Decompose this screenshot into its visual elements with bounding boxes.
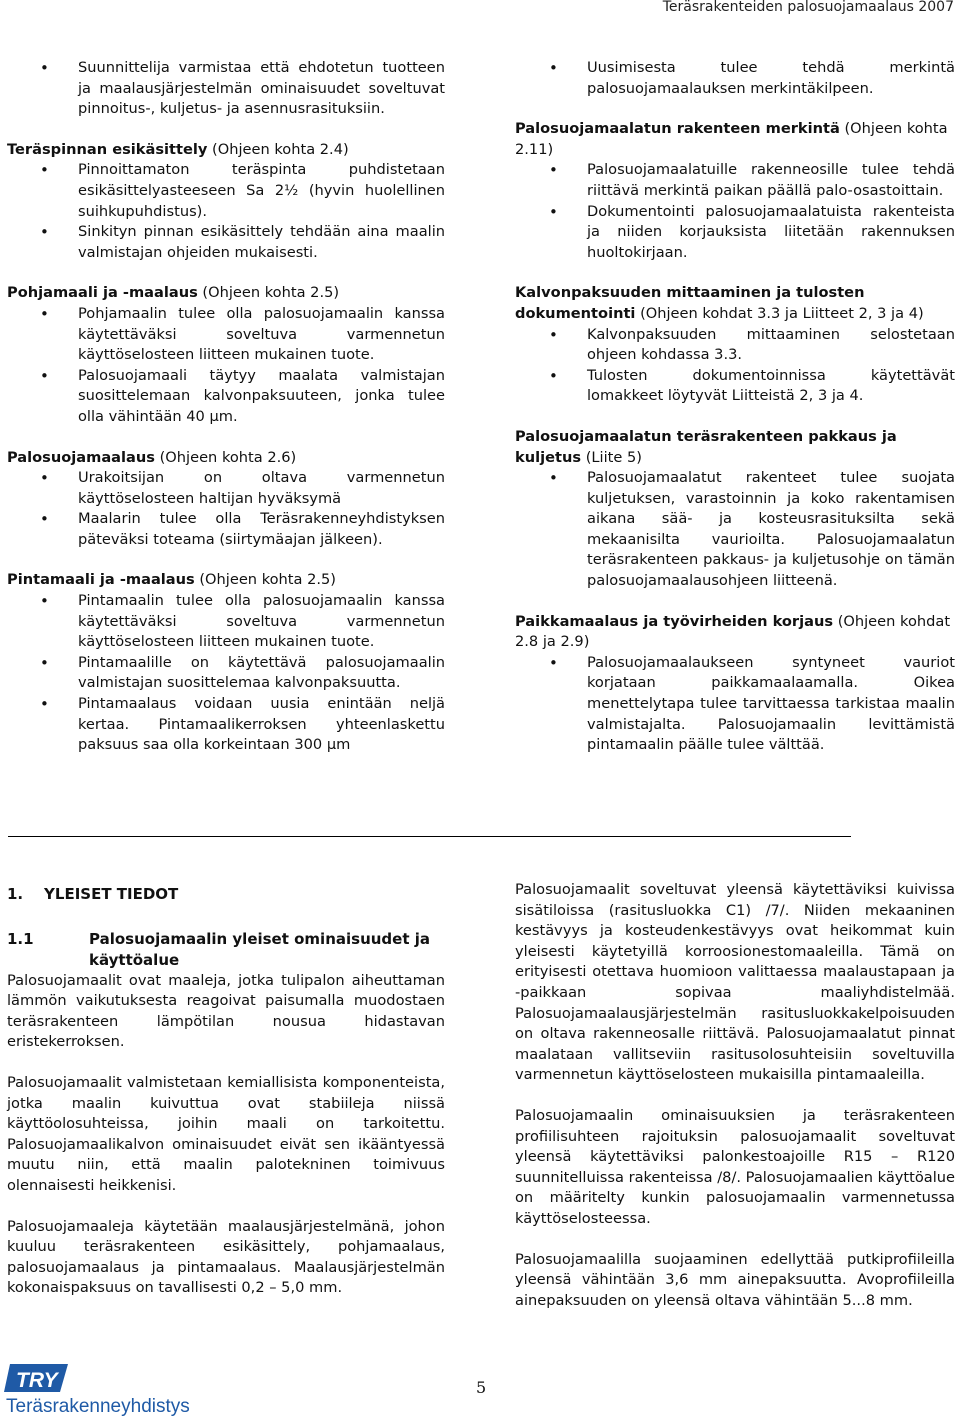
section-bullets xyxy=(7,468,445,550)
section-heading: Kalvonpaksuuden mittaaminen ja tulosten dokumentointi (Ohjeen kohdat 3.3 ja Liitteet 2, 3 ja 4) xyxy=(515,284,924,322)
section-heading: Palosuojamaalatun rakenteen merkintä (Ohjeen kohta 2.11) xyxy=(515,120,948,158)
subsection-heading: 1.1 Palosuojamaalin yleiset ominaisuudet ja käyttöalue xyxy=(7,929,430,969)
list-item: • Dokumentointi palosuojamaalatuista rakenteista ja niiden korjauksista liitetään rakennuksen huoltokirjaan. xyxy=(515,202,955,264)
list-item: • Uusimisesta tulee tehdä merkintä palosuojamaalauksen merkintäkilpeen. xyxy=(515,58,955,99)
intro-bullets xyxy=(7,58,445,120)
section-heading: Teräspinnan esikäsittely (Ohjeen kohta 2.4) xyxy=(7,140,349,158)
bottom-right-column xyxy=(515,880,955,1311)
list-item: • Maalarin tulee olla Teräsrakenneyhdistyksen päteväksi toteama (siirtymäajan jälkeen). xyxy=(7,509,445,550)
paragraph: Palosuojamaalit soveltuvat yleensä käytettäviksi kuivissa sisätiloissa (rasitusluokka C1) /7/. Niiden mekaaninen kestävyys ja kosteudenkestävyys ovat heikommat kuin yleisesti käytetyillä korroosionestomaaleilla. Tämä on erityisesti otettava huomioon valittaessa maalaustapaan ja -paikkaan sopivaa maaliyhdistelmää. Palosuojamaalausjärjestelmän rasitusluokkakelpoisuuden on oltava rakenneosalle riittävä. Palosuojamaalatut pinnat maalataan vallitseviin rasitusolosuhteisiin soveltuvilla varmennetun käyttöselosteen mukaisilla pintamaaleilla. xyxy=(515,881,955,1084)
try-logo xyxy=(4,1360,244,1416)
bottom-left-column xyxy=(7,880,445,1299)
section-bullets xyxy=(7,591,445,756)
section-heading: Palosuojamaalaus (Ohjeen kohta 2.6) xyxy=(7,448,297,466)
list-item: • Palosuojamaali täytyy maalata valmistajan suosittelemaan kalvonpaksuuteen, jonka tulee olla vähintään 40 µm. xyxy=(7,366,445,428)
list-item: • Urakoitsijan on oltava varmennetun käyttöselosteen haltijan hyväksymä xyxy=(7,468,445,509)
list-item: • Sinkityn pinnan esikäsittely tehdään aina maalin valmistajan ohjeiden mukaisesti. xyxy=(7,222,445,263)
chapter-heading: 1. YLEISET TIEDOT xyxy=(7,885,179,903)
page-number: 5 xyxy=(476,1378,487,1397)
paragraph: Palosuojamaalin ominaisuuksien ja teräsrakenteen profiilisuhteen rajoituksin palosuojamaalit soveltuvat yleensä käytettäviksi palonkestoajoille R15 – R120 suunnitelluissa rakenteissa /8/. Palosuojamaalien käyttöalue on määritelty kunkin palosuojamaalin varmennetussa käyttöselosteessa. xyxy=(515,1106,955,1227)
list-item: • Palosuojamaalatut rakenteet tulee suojata kuljetuksen, varastoinnin ja koko rakentamisen aikana sää- ja kosteusrasituksilta sekä mekaanisilta vaurioilta. Palosuojamaalatun teräsrakenteen pakkaus- ja kuljetusohje on tämän palosuojamaalausohjeen liitteenä. xyxy=(515,468,955,592)
section-bullets xyxy=(515,468,955,592)
list-item: • Palosuojamaalatuille rakenneosille tulee tehdä riittävä merkintä paikan päällä palo-osastoittain. xyxy=(515,160,955,201)
list-item: • Kalvonpaksuuden mittaaminen selostetaan ohjeen kohdassa 3.3. xyxy=(515,325,955,366)
section-bullets xyxy=(515,160,955,263)
top-left-column xyxy=(7,58,445,756)
list-item: • Suunnittelija varmistaa että ehdotetun tuotteen ja maalausjärjestelmän ominaisuudet soveltuvat pinnoitus-, kuljetus- ja asennusrasituksiin. xyxy=(7,58,445,120)
intro-bullets xyxy=(515,58,955,99)
section-bullets xyxy=(7,160,445,263)
paragraph: Palosuojamaalit ovat maaleja, jotka tulipalon aiheuttaman lämmön vaikutuksesta reagoivat paisumalla muodostaen teräsrakenteen lämpötilan nousua hidastavan eristekerroksen. xyxy=(7,971,445,1051)
section-bullets xyxy=(515,325,955,407)
paragraph: Palosuojamaalit valmistetaan kemiallisista komponenteista, jotka maalin kuivuttua ovat stabiileja niissä käyttöolosuhteissa, joihin maali on tarkoitettu. Palosuojamaalikalvon ominaisuudet eivät sen ikääntyessä muutu niin, että maalin palotekninen toimivuus olennaisesti heikkenisi. xyxy=(7,1073,445,1194)
section-bullets xyxy=(515,653,955,756)
list-item: • Tulosten dokumentoinnissa käytettävät lomakkeet löytyvät Liitteistä 2, 3 ja 4. xyxy=(515,366,955,407)
running-header-title: Teräsrakenteiden palosuojamaalaus 2007 xyxy=(662,0,954,15)
top-right-column xyxy=(515,58,955,756)
section-heading: Palosuojamaalatun teräsrakenteen pakkaus ja kuljetus (Liite 5) xyxy=(515,427,897,466)
paragraph: Palosuojamaaleja käytetään maalausjärjestelmänä, johon kuuluu teräsrakenteen esikäsittely, pohjamaalaus, palosuojamaalaus ja pintamaalaus. Maalausjärjestelmän kokonaispaksuus on tavallisesti 0,2 – 5,0 mm. xyxy=(7,1217,445,1297)
list-item: • Pinnoittamaton teräspinta puhdistetaan esikäsittelyasteeseen Sa 2½ (hyvin huolellinen suihkupuhdistus). xyxy=(7,160,445,222)
list-item: • Palosuojamaalaukseen syntyneet vauriot korjataan paikkamaalaamalla. Oikea menettelytapa tulee tarvittaessa tarkistaa maalin valmistajalta. Palosuojamaalin levittämistä pintamaalin päälle tulee välttää. xyxy=(515,653,955,756)
section-heading: Pohjamaali ja -maalaus (Ohjeen kohta 2.5) xyxy=(7,284,340,302)
list-item: • Pohjamaalin tulee olla palosuojamaalin kanssa käytettäväksi soveltuva varmennetun käyttöselosteen liitteen mukainen tuote. xyxy=(7,304,445,366)
section-heading: Pintamaali ja -maalaus (Ohjeen kohta 2.5) xyxy=(7,571,337,589)
logo-mark: TRY xyxy=(16,1369,58,1392)
paragraph: Palosuojamaalilla suojaaminen edellyttää putkiprofiileilla yleensä vähintään 3,6 mm ainepaksuutta. Avoprofiileilla ainepaksuuden on yleensä oltava vähintään 5...8 mm. xyxy=(515,1250,955,1309)
logo-text: Teräsrakenneyhdistys xyxy=(6,1396,190,1416)
section-heading: Paikkamaalaus ja työvirheiden korjaus (Ohjeen kohdat 2.8 ja 2.9) xyxy=(515,612,951,651)
section-bullets xyxy=(7,304,445,428)
list-item: • Pintamaalille on käytettävä palosuojamaalin valmistajan suosittelemaa kalvonpaksuutta. xyxy=(7,653,445,694)
list-item: • Pintamaalin tulee olla palosuojamaalin kanssa käytettäväksi soveltuva varmennetun käyttöselosteen liitteen mukainen tuote. xyxy=(7,591,445,653)
section-divider xyxy=(8,836,851,837)
list-item: • Pintamaalaus voidaan uusia enintään neljä kertaa. Pintamaalikerroksen yhteenlaskettu paksuus saa olla korkeintaan 300 µm xyxy=(7,694,445,756)
